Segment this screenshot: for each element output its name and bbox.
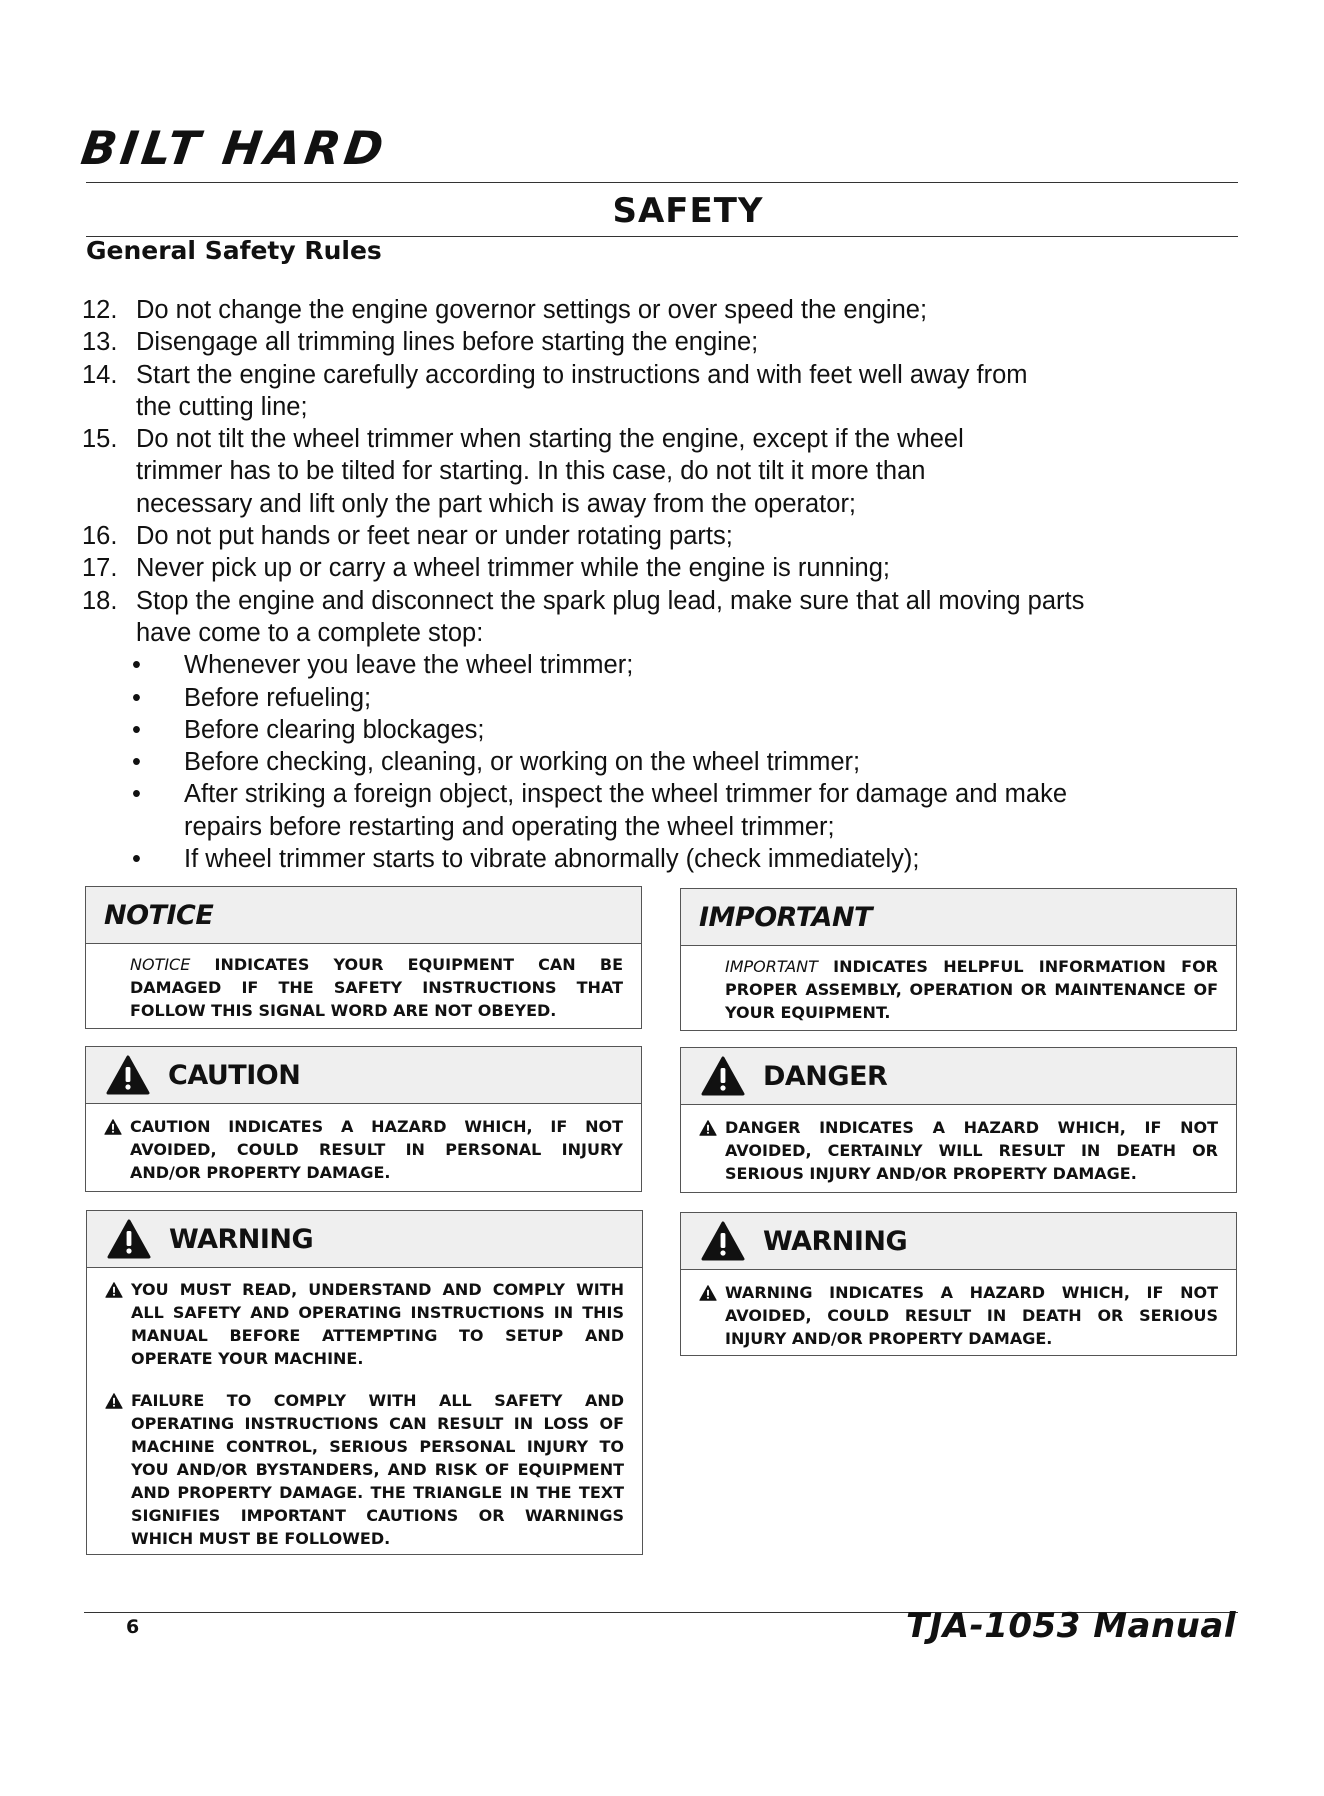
bullet-item xyxy=(82,682,1232,714)
caution-title: CAUTION xyxy=(168,1059,301,1091)
warning-triangle-icon xyxy=(106,1055,150,1095)
notice-box-header xyxy=(86,887,641,944)
rule-number: 13. xyxy=(82,328,118,357)
bullet-item xyxy=(82,746,1232,778)
bullet-text: Before checking, cleaning, or working on the wheel trimmer; xyxy=(184,748,861,777)
caution-text xyxy=(86,1115,641,1184)
rule-item xyxy=(82,520,1232,552)
warning-paragraph xyxy=(87,1389,642,1550)
bullet-symbol: • xyxy=(132,651,141,680)
bullet-text: Whenever you leave the wheel trimmer; xyxy=(184,651,634,680)
caution-box-body xyxy=(86,1104,641,1184)
important-title: IMPORTANT xyxy=(699,901,872,933)
caution-box-header xyxy=(86,1047,641,1104)
bullet-symbol: • xyxy=(132,715,141,744)
rule-text: Stop the engine and disconnect the spark plug lead, make sure that all moving parts have come to a complete stop: xyxy=(136,586,1085,647)
subsection-title: General Safety Rules xyxy=(86,236,382,265)
bullet-symbol: • xyxy=(132,845,141,874)
danger-box-header xyxy=(681,1048,1236,1105)
notice-title: NOTICE xyxy=(104,899,214,931)
rule-number: 18. xyxy=(82,586,118,615)
warning-box-body xyxy=(681,1270,1236,1350)
rule-number: 12. xyxy=(82,296,118,324)
bullet-item xyxy=(82,778,1232,843)
bullet-item xyxy=(82,649,1232,681)
notice-box xyxy=(85,886,642,1029)
rule-text: Do not change the engine governor settings or over speed the engine; xyxy=(136,296,928,324)
important-description: INDICATES HELPFUL INFORMATION FOR PROPER ASSEMBLY, OPERATION OR MAINTENANCE OF YOUR EQUIPMENT. xyxy=(725,957,1218,1022)
notice-text xyxy=(86,953,641,1022)
warning-failure-to-comply-text: FAILURE TO COMPLY WITH ALL SAFETY AND OPERATING INSTRUCTIONS CAN RESULT IN LOSS OF MACHINE CONTROL, SERIOUS PERSONAL INJURY TO YOU AND/OR BYSTANDERS, AND RISK OF EQUIPMENT AND PROPERTY DAMAGE. THE TRIANGLE IN THE TEXT SIGNIFIES IMPORTANT CAUTIONS OR WARNINGS WHICH MUST BE FOLLOWED. xyxy=(131,1391,624,1548)
danger-description: DANGER INDICATES A HAZARD WHICH, IF NOT AVOIDED, CERTAINLY WILL RESULT IN DEATH OR SERIOUS INJURY AND/OR PROPERTY DAMAGE. xyxy=(725,1118,1218,1183)
warning-triangle-icon xyxy=(104,1119,122,1135)
rule-item xyxy=(82,326,1232,358)
rule-text: Never pick up or carry a wheel trimmer while the engine is running; xyxy=(136,554,890,583)
section-title: SAFETY xyxy=(612,191,764,231)
bullet-text: Before refueling; xyxy=(184,683,372,712)
danger-box-body xyxy=(681,1105,1236,1185)
rule-number: 17. xyxy=(82,554,118,583)
brand-logo: BILT HARD xyxy=(77,121,391,175)
notice-box-body xyxy=(86,944,641,1022)
rule-text: Start the engine carefully according to instructions and with feet well away from the cutting line; xyxy=(136,360,1028,421)
important-box-header xyxy=(681,889,1236,946)
rule-text: Disengage all trimming lines before starting the engine; xyxy=(136,328,759,357)
caution-description: CAUTION INDICATES A HAZARD WHICH, IF NOT AVOIDED, COULD RESULT IN PERSONAL INJURY AND/OR PROPERTY DAMAGE. xyxy=(130,1117,623,1182)
safety-rules-list xyxy=(82,294,1232,875)
warning-triangle-icon xyxy=(107,1219,151,1259)
warning-title: WARNING xyxy=(169,1223,314,1255)
rule-number: 15. xyxy=(82,425,118,454)
page-number: 6 xyxy=(126,1616,140,1638)
rule-text: Do not tilt the wheel trimmer when starting the engine, except if the wheel trimmer has to be tilted for starting. In this case, do not tilt it more than necessary and lift only the part which is away from the operator; xyxy=(136,425,964,518)
rule-item xyxy=(82,294,1232,326)
header-rule-top xyxy=(86,182,1238,183)
rule-item xyxy=(82,423,1232,520)
important-lead-word: IMPORTANT xyxy=(725,957,818,976)
warning-box-header xyxy=(681,1213,1236,1270)
bullet-item xyxy=(82,843,1232,875)
bullet-symbol: • xyxy=(132,748,141,777)
rule-number: 14. xyxy=(82,360,118,389)
bullet-text: If wheel trimmer starts to vibrate abnormally (check immediately); xyxy=(184,845,920,874)
warning-triangle-icon xyxy=(105,1282,123,1298)
important-text xyxy=(681,955,1236,1024)
manual-title: TJA-1053 Manual xyxy=(905,1606,1236,1646)
notice-lead-word: NOTICE xyxy=(130,955,191,974)
bullet-item xyxy=(82,714,1232,746)
rule-text: Do not put hands or feet near or under rotating parts; xyxy=(136,522,733,551)
bullet-text: After striking a foreign object, inspect the wheel trimmer for damage and make repairs before restarting and operating the wheel trimmer; xyxy=(184,780,1067,841)
bullet-text: Before clearing blockages; xyxy=(184,715,485,744)
warning-paragraph xyxy=(681,1281,1236,1350)
danger-text xyxy=(681,1116,1236,1185)
warning-paragraph xyxy=(87,1278,642,1370)
warning-box-instructions xyxy=(86,1210,643,1555)
warning-box-header xyxy=(87,1211,642,1268)
warning-triangle-icon xyxy=(699,1285,717,1301)
rule-item xyxy=(82,585,1232,650)
warning-triangle-icon xyxy=(701,1056,745,1096)
warning-triangle-icon xyxy=(701,1221,745,1261)
warning-definition-text: WARNING INDICATES A HAZARD WHICH, IF NOT AVOIDED, COULD RESULT IN DEATH OR SERIOUS INJURY AND/OR PROPERTY DAMAGE. xyxy=(725,1283,1218,1348)
warning-triangle-icon xyxy=(699,1120,717,1136)
rule-number: 16. xyxy=(82,522,118,551)
warning-triangle-icon xyxy=(105,1393,123,1409)
important-box xyxy=(680,888,1237,1031)
danger-box xyxy=(680,1047,1237,1193)
warning-box-body xyxy=(87,1268,642,1550)
notice-description: INDICATES YOUR EQUIPMENT CAN BE DAMAGED IF THE SAFETY INSTRUCTIONS THAT FOLLOW THIS SIGNAL WORD ARE NOT OBEYED. xyxy=(130,955,623,1020)
important-box-body xyxy=(681,946,1236,1024)
bullet-symbol: • xyxy=(132,683,141,712)
warning-box-definition xyxy=(680,1212,1237,1356)
danger-title: DANGER xyxy=(763,1060,888,1092)
warning-read-instructions-text: YOU MUST READ, UNDERSTAND AND COMPLY WITH ALL SAFETY AND OPERATING INSTRUCTIONS IN THIS MANUAL BEFORE ATTEMPTING TO SETUP AND OPERATE YOUR MACHINE. xyxy=(131,1280,624,1368)
bullet-symbol: • xyxy=(132,780,141,809)
rule-item xyxy=(82,552,1232,584)
rule-item xyxy=(82,359,1232,424)
caution-box xyxy=(85,1046,642,1192)
warning-title: WARNING xyxy=(763,1225,908,1257)
